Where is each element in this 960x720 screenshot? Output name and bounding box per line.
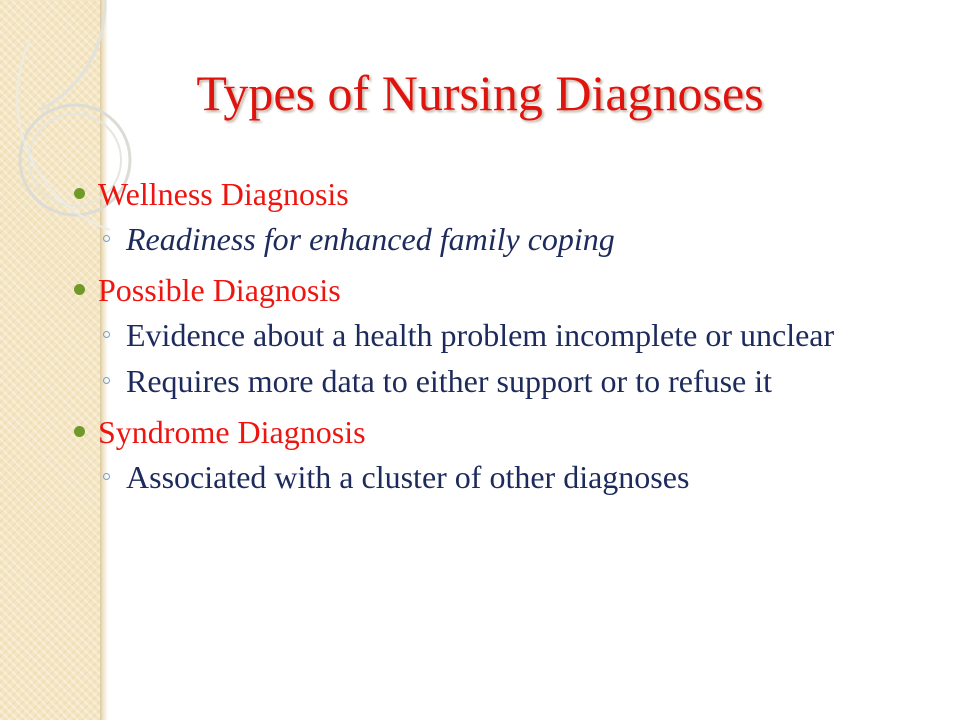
section-heading: Wellness Diagnosis	[98, 176, 349, 212]
list-item-possible-diagnosis	[72, 268, 912, 312]
list-subitem	[72, 364, 912, 398]
bullet-list	[72, 172, 912, 506]
list-subitem	[72, 460, 912, 494]
bullet-icon	[74, 284, 85, 295]
list-item-syndrome-diagnosis	[72, 410, 912, 454]
list-item-wellness-diagnosis	[72, 172, 912, 216]
subitem-text: Readiness for enhanced family coping	[126, 221, 615, 257]
slide-title: Types of Nursing Diagnoses	[196, 65, 764, 121]
section-heading: Possible Diagnosis	[98, 272, 341, 308]
list-subitem	[72, 222, 912, 256]
bullet-icon	[74, 426, 85, 437]
bullet-icon	[74, 188, 85, 199]
subitem-text: Associated with a cluster of other diagnoses	[126, 459, 690, 495]
list-subitem	[72, 318, 912, 352]
sub-bullet-icon	[103, 473, 110, 480]
subitem-text: Evidence about a health problem incomplete or unclear	[126, 317, 835, 353]
sub-bullet-icon	[103, 377, 110, 384]
sub-bullet-icon	[103, 235, 110, 242]
section-heading: Syndrome Diagnosis	[98, 414, 366, 450]
sub-bullet-icon	[103, 331, 110, 338]
subitem-text: Requires more data to either support or to refuse it	[126, 363, 773, 399]
